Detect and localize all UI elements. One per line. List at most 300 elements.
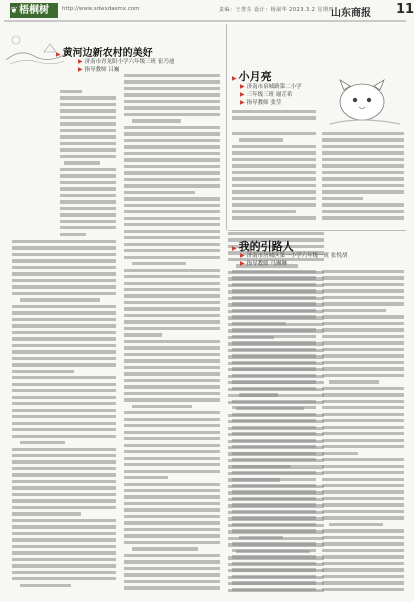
column-name: 梧桐树: [19, 5, 49, 16]
text-line: [12, 292, 116, 295]
text-line: [124, 450, 220, 453]
text-line: [239, 138, 284, 141]
text-line: [60, 116, 116, 119]
text-line: [232, 542, 316, 545]
text-line: [232, 503, 316, 506]
text-line: [124, 411, 220, 414]
text-line: [124, 158, 220, 161]
text-line: [124, 495, 220, 498]
text-line: [124, 444, 220, 447]
text-line: [322, 490, 404, 493]
text-line: [124, 197, 220, 200]
text-line: [124, 560, 220, 563]
text-line: [12, 571, 116, 574]
text-line: [12, 357, 116, 360]
text-line: [232, 354, 316, 357]
text-line: [124, 554, 220, 557]
text-line: [322, 276, 404, 279]
text-line: [124, 301, 220, 304]
text-line: [124, 288, 220, 291]
text-line: [64, 161, 99, 164]
text-line: [124, 256, 220, 259]
text-line: [124, 489, 220, 492]
text-line: [322, 289, 404, 292]
text-line: [124, 457, 220, 460]
text-line: [12, 272, 116, 275]
text-line: [124, 249, 220, 252]
text-line: [322, 197, 363, 200]
page-number: 11: [396, 2, 414, 17]
text-line: [12, 480, 116, 483]
text-line: [124, 307, 220, 310]
text-line: [12, 499, 116, 502]
text-line: [322, 315, 404, 318]
text-line: [232, 445, 316, 448]
text-line: [124, 171, 220, 174]
article-2-title: ▶ 小月亮: [232, 70, 272, 83]
text-line: [12, 473, 116, 476]
text-line: [124, 152, 220, 155]
text-line: [12, 486, 116, 489]
text-line: [322, 406, 404, 409]
text-line: [322, 322, 404, 325]
text-line: [60, 129, 116, 132]
text-line: [322, 184, 404, 187]
text-line: [232, 367, 316, 370]
text-line: [124, 431, 220, 434]
text-line: [232, 216, 316, 219]
text-line: [124, 132, 220, 135]
text-line: [12, 467, 116, 470]
text-line: [124, 74, 220, 77]
text-line: [232, 361, 316, 364]
text-line: [12, 551, 116, 554]
text-line: [232, 296, 316, 299]
text-line: [322, 581, 404, 584]
text-line: [60, 174, 116, 177]
text-line: [12, 532, 116, 535]
text-line: [12, 253, 116, 256]
text-line: [12, 525, 116, 528]
text-line: [12, 519, 116, 522]
text-line: [124, 346, 220, 349]
text-lines: [322, 270, 404, 591]
text-line: [232, 341, 316, 344]
text-line: [12, 376, 116, 379]
text-line: [60, 96, 116, 99]
text-line: [322, 555, 404, 558]
text-line: [322, 549, 404, 552]
byline-arrow-icon: ▶: [240, 252, 245, 259]
text-line: [232, 190, 316, 193]
text-line: [232, 110, 316, 113]
text-line: [12, 454, 116, 457]
text-line: [124, 515, 220, 518]
text-line: [12, 240, 116, 243]
text-line: [12, 279, 116, 282]
text-line: [124, 333, 162, 336]
text-line: [12, 337, 116, 340]
text-line: [232, 497, 316, 500]
text-line: [232, 426, 316, 429]
text-line: [124, 502, 220, 505]
paper-name: 山东商报: [331, 8, 371, 19]
text-line: [322, 164, 404, 167]
text-line: [124, 508, 220, 511]
text-line: [322, 516, 404, 519]
text-line: [124, 314, 220, 317]
text-line: [232, 151, 316, 154]
text-line: [12, 460, 116, 463]
text-line: [329, 523, 384, 526]
text-line: [124, 93, 220, 96]
text-line: [232, 335, 316, 338]
text-line: [232, 348, 316, 351]
text-line: [124, 366, 220, 369]
text-line: [232, 145, 316, 148]
text-line: [322, 471, 404, 474]
text-line: [12, 538, 116, 541]
byline-arrow-icon: ▶: [78, 58, 83, 65]
text-line: [232, 568, 316, 571]
text-line: [60, 148, 116, 151]
text-line: [12, 493, 116, 496]
text-line: [232, 549, 316, 552]
text-line: [12, 331, 116, 334]
text-line: [12, 512, 81, 515]
text-line: [124, 463, 220, 466]
text-line: [124, 80, 220, 83]
leaf-icon: ❦: [10, 6, 18, 16]
text-line: [124, 113, 220, 116]
text-line: [322, 452, 358, 455]
text-line: [60, 207, 116, 210]
article-1-column-1b: [12, 240, 116, 596]
article-3-title: ▶ 我的引路人: [232, 240, 294, 253]
article-3-column-1: [232, 270, 316, 596]
byline-arrow-icon: ▶: [240, 99, 245, 106]
text-line: [232, 484, 316, 487]
text-line: [322, 426, 404, 429]
text-line: [232, 270, 316, 273]
text-line: [124, 165, 220, 168]
text-line: [232, 413, 316, 416]
text-line: [60, 233, 86, 236]
text-line: [322, 400, 404, 403]
text-lines: [60, 90, 116, 236]
text-line: [124, 340, 220, 343]
text-line: [322, 210, 404, 213]
text-line: [60, 122, 116, 125]
text-line: [232, 328, 316, 331]
text-line: [232, 184, 316, 187]
text-line: [12, 564, 116, 567]
text-line: [124, 359, 220, 362]
text-line: [232, 458, 316, 461]
text-line: [12, 558, 116, 561]
text-line: [132, 405, 192, 408]
text-line: [124, 100, 220, 103]
byline-arrow-icon: ▶: [240, 91, 245, 98]
text-line: [124, 379, 220, 382]
text-line: [124, 418, 220, 421]
text-line: [232, 581, 316, 584]
text-line: [232, 419, 316, 422]
text-line: [124, 437, 220, 440]
text-line: [322, 270, 404, 273]
text-line: [12, 428, 116, 431]
text-line: [124, 87, 220, 90]
text-line: [124, 392, 220, 395]
text-line: [124, 353, 220, 356]
text-lines: [322, 132, 404, 220]
text-line: [239, 536, 284, 539]
text-line: [322, 439, 404, 442]
article-3-byline: ▶ 济南市历城区第一小学六年级一班 张悦胡 ▶ 指导教师 马琳琳: [240, 252, 348, 267]
text-line: [124, 320, 220, 323]
text-line: [12, 422, 116, 425]
byline-arrow-icon: ▶: [240, 260, 245, 267]
text-line: [239, 393, 278, 396]
article-1-column-2: [124, 74, 220, 596]
text-line: [232, 171, 316, 174]
text-line: [12, 285, 116, 288]
text-line: [322, 497, 404, 500]
text-line: [232, 158, 316, 161]
text-line: [60, 142, 116, 145]
text-line: [124, 217, 220, 220]
article-2-column-0: [232, 110, 316, 126]
text-line: [322, 529, 404, 532]
text-line: [322, 341, 404, 344]
text-line: [322, 374, 404, 377]
text-line: [124, 210, 220, 213]
text-line: [124, 586, 220, 589]
text-line: [232, 465, 291, 468]
text-line: [232, 490, 316, 493]
text-line: [12, 577, 116, 580]
text-line: [232, 406, 316, 409]
text-line: [232, 283, 316, 286]
text-line: [322, 171, 404, 174]
text-lines: [12, 240, 116, 587]
text-line: [60, 181, 116, 184]
text-line: [322, 542, 404, 545]
article-3-column-2: [322, 270, 404, 596]
text-line: [232, 400, 316, 403]
text-line: [322, 503, 404, 506]
text-line: [232, 478, 316, 481]
text-line: [12, 435, 116, 438]
text-line: [232, 289, 316, 292]
text-line: [232, 276, 316, 279]
text-line: [322, 309, 386, 312]
text-line: [124, 580, 220, 583]
text-line: [232, 210, 296, 213]
text-line: [322, 445, 404, 448]
title-arrow-icon: ▶: [56, 51, 61, 58]
text-line: [322, 177, 404, 180]
text-line: [132, 547, 198, 550]
text-lines: [232, 270, 316, 591]
text-line: [20, 584, 71, 587]
text-line: [60, 155, 116, 158]
text-line: [322, 575, 404, 578]
text-line: [60, 168, 116, 171]
text-line: [124, 184, 220, 187]
text-lines: [232, 132, 316, 220]
text-line: [60, 135, 116, 138]
text-line: [12, 305, 116, 308]
text-line: [322, 393, 404, 396]
text-line: [12, 396, 116, 399]
article-2-column-2: [322, 132, 404, 228]
text-line: [124, 483, 220, 486]
text-line: [124, 269, 220, 272]
text-line: [322, 568, 404, 571]
text-line: [322, 296, 404, 299]
text-line: [232, 529, 316, 532]
text-line: [322, 348, 404, 351]
text-line: [12, 383, 116, 386]
text-line: [12, 324, 116, 327]
text-line: [322, 562, 404, 565]
text-line: [322, 132, 404, 135]
text-line: [124, 139, 220, 142]
editor-meta: 责编：王慧芬 设计：杨淑华 2023.3.2 星期四: [219, 7, 335, 13]
text-line: [20, 298, 100, 301]
text-line: [232, 380, 316, 383]
text-line: [12, 311, 116, 314]
text-line: [232, 164, 316, 167]
text-line: [232, 510, 316, 513]
text-line: [124, 178, 220, 181]
text-line: [124, 236, 220, 239]
text-line: [60, 90, 82, 93]
text-line: [232, 132, 316, 135]
text-line: [124, 327, 220, 330]
text-line: [12, 363, 116, 366]
text-line: [124, 230, 220, 233]
text-line: [124, 541, 220, 544]
text-line: [322, 478, 404, 481]
text-line: [322, 151, 404, 154]
text-line: [132, 262, 187, 265]
byline-arrow-icon: ▶: [240, 83, 245, 90]
text-line: [322, 387, 404, 390]
text-line: [124, 145, 220, 148]
text-line: [12, 266, 116, 269]
byline-arrow-icon: ▶: [78, 66, 83, 73]
text-line: [124, 204, 220, 207]
column-divider: [226, 24, 227, 230]
text-line: [322, 588, 404, 591]
section-divider: [228, 230, 406, 231]
text-line: [124, 470, 220, 473]
text-line: [124, 282, 220, 285]
text-line: [322, 302, 404, 305]
text-line: [12, 246, 116, 249]
text-line: [12, 415, 116, 418]
text-line: [124, 372, 220, 375]
page-header: [4, 2, 414, 22]
cat-moon-illustration: [320, 72, 404, 128]
text-line: [12, 350, 116, 353]
article-2-byline: ▶ 济南市泉城路第二小学 ▶ 三年级三班 谢芷希 ▶ 指导教师 张莹: [240, 83, 302, 106]
title-arrow-icon: ▶: [232, 75, 237, 82]
article-1-column-1a: [60, 90, 116, 240]
text-line: [60, 187, 116, 190]
text-line: [232, 555, 316, 558]
text-line: [12, 402, 116, 405]
text-line: [322, 203, 404, 206]
text-line: [329, 380, 379, 383]
text-line: [232, 116, 316, 119]
text-line: [322, 432, 404, 435]
text-line: [124, 294, 220, 297]
text-line: [232, 432, 316, 435]
text-line: [132, 119, 181, 122]
text-line: [60, 103, 116, 106]
text-line: [322, 328, 404, 331]
text-line: [322, 216, 404, 219]
text-line: [124, 385, 220, 388]
text-line: [232, 177, 316, 180]
text-line: [124, 567, 220, 570]
text-line: [322, 458, 404, 461]
text-line: [124, 223, 220, 226]
text-line: [322, 145, 404, 148]
text-line: [124, 424, 220, 427]
text-line: [322, 335, 404, 338]
text-line: [12, 448, 116, 451]
text-line: [60, 220, 116, 223]
text-line: [20, 441, 65, 444]
text-line: [60, 226, 116, 229]
text-line: [232, 203, 316, 206]
text-line: [322, 158, 404, 161]
text-line: [322, 419, 404, 422]
text-line: [124, 534, 220, 537]
text-line: [124, 398, 220, 401]
text-line: [232, 387, 316, 390]
text-line: [12, 389, 116, 392]
text-line: [322, 465, 404, 468]
text-line: [232, 302, 316, 305]
text-line: [124, 528, 220, 531]
website-url: http://www.sdwxdasmx.com: [62, 6, 140, 12]
text-line: [232, 452, 316, 455]
text-lines: [232, 110, 316, 120]
text-line: [322, 536, 404, 539]
text-line: [232, 374, 316, 377]
article-1-byline: ▶ 济南市青龙阳小学六年级三班 崔乃迪 ▶ 指导教师 吕巍: [78, 58, 175, 73]
text-line: [232, 562, 316, 565]
text-line: [60, 194, 116, 197]
text-line: [232, 575, 316, 578]
text-line: [124, 191, 195, 194]
text-line: [124, 243, 220, 246]
text-lines: [124, 74, 220, 590]
text-line: [124, 106, 220, 109]
text-line: [12, 259, 116, 262]
text-line: [232, 315, 316, 318]
text-line: [60, 200, 116, 203]
text-line: [124, 573, 220, 576]
text-line: [12, 409, 116, 412]
text-line: [124, 521, 220, 524]
article-2-column-1: [232, 132, 316, 228]
